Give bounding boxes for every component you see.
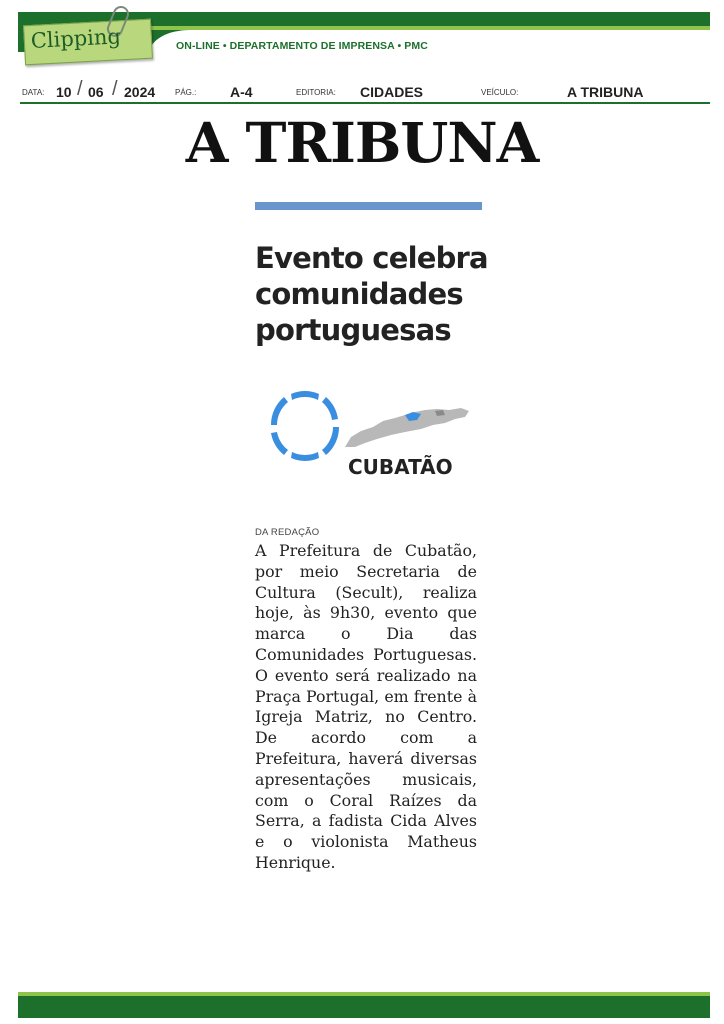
page-label: PÁG.: xyxy=(175,88,197,97)
coastline-map-icon xyxy=(345,408,469,447)
page-value: A-4 xyxy=(230,84,253,100)
article-headline: Evento celebra comunidades portuguesas xyxy=(255,241,488,347)
veiculo-label: VEÍCULO: xyxy=(481,88,519,97)
date-separator: / xyxy=(77,78,83,100)
date-separator: / xyxy=(112,78,118,100)
clipping-label: Clipping xyxy=(30,24,122,53)
footer-bar xyxy=(18,996,710,1018)
article-body: A Prefeitura de Cubatão, por meio Secretaria de Cultura (Secult), realiza hoje, às 9h30, evento que marca o Dia das Comunidades Portuguesas. O evento será realizado na Praça Portugal, em frente à Igreja Matriz, no Centro. De acordo com a Prefeitura, haverá diversas apresentações musicais, com o Coral Raízes da Serra, a fadista Cida Alves e o violonista Matheus Henrique. xyxy=(255,541,477,872)
date-year: 2024 xyxy=(124,84,156,100)
article-credit: DA REDAÇÃO xyxy=(255,527,320,538)
newspaper-masthead: A TRIBUNA xyxy=(185,110,539,175)
editoria-value: CIDADES xyxy=(360,84,424,100)
cycle-arrows-icon xyxy=(271,391,339,461)
editoria-label: EDITORIA: xyxy=(296,88,336,97)
date-day: 10 xyxy=(56,84,72,100)
clipping-badge xyxy=(23,19,153,66)
source-text: ON-LINE • DEPARTAMENTO DE IMPRENSA • PMC xyxy=(176,40,428,52)
section-rule xyxy=(255,202,482,210)
meta-row xyxy=(20,78,710,102)
meta-divider xyxy=(20,102,710,104)
date-label: DATA: xyxy=(22,88,45,97)
veiculo-value: A TRIBUNA xyxy=(567,84,644,100)
cubatao-logo-text: CUBATÃO xyxy=(348,455,453,479)
date-month: 06 xyxy=(88,84,104,100)
header-stripe xyxy=(150,26,710,30)
